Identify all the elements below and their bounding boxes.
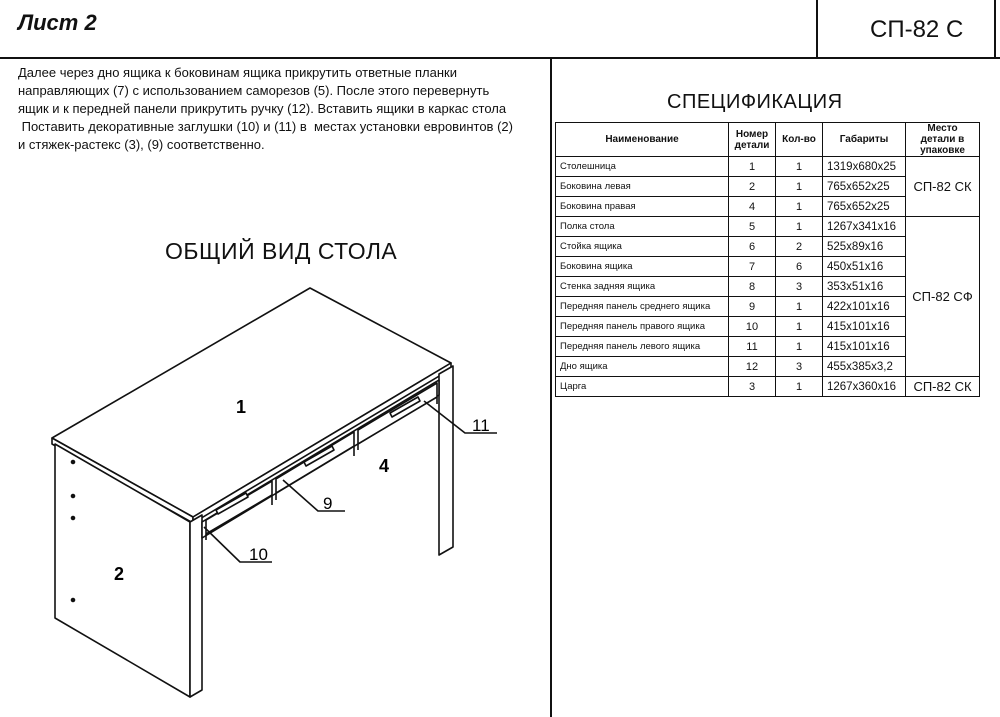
instruction-line: ящик и к передней панели прикрутить ручку (12). Вставить ящики в каркас стола bbox=[18, 101, 507, 116]
cell-package: СП-82 СФ bbox=[906, 217, 980, 377]
instruction-line: и стяжек-растекс (3), (9) соответственно. bbox=[18, 137, 265, 152]
cell-qty: 2 bbox=[776, 237, 823, 257]
cell-qty: 1 bbox=[776, 177, 823, 197]
cell-num: 5 bbox=[729, 217, 776, 237]
cell-qty: 1 bbox=[776, 217, 823, 237]
cell-dims: 422x101x16 bbox=[823, 297, 906, 317]
column-header: Номер детали bbox=[729, 123, 776, 157]
cell-qty: 3 bbox=[776, 357, 823, 377]
cell-name: Боковина левая bbox=[556, 177, 729, 197]
cell-num: 9 bbox=[729, 297, 776, 317]
cell-name: Полка стола bbox=[556, 217, 729, 237]
cell-num: 1 bbox=[729, 157, 776, 177]
cell-name: Стенка задняя ящика bbox=[556, 277, 729, 297]
column-header: Кол-во bbox=[776, 123, 823, 157]
sheet-title: Лист 2 bbox=[18, 10, 97, 35]
cell-dims: 455x385x3,2 bbox=[823, 357, 906, 377]
cell-dims: 450x51x16 bbox=[823, 257, 906, 277]
cell-num: 4 bbox=[729, 197, 776, 217]
cell-package: СП-82 СК bbox=[906, 157, 980, 217]
cell-qty: 3 bbox=[776, 277, 823, 297]
column-header: Место детали в упаковке bbox=[906, 123, 980, 157]
instruction-line: направляющих (7) с использованием саморезов (5). После этого перевернуть bbox=[18, 83, 490, 98]
cell-num: 12 bbox=[729, 357, 776, 377]
spec-table bbox=[555, 122, 980, 397]
table-row bbox=[556, 217, 980, 237]
frame-middle-divider bbox=[550, 57, 552, 717]
spec-header-row bbox=[556, 123, 980, 157]
callout-leader-9 bbox=[283, 480, 345, 511]
part-label-2: 2 bbox=[114, 564, 125, 584]
cell-num: 6 bbox=[729, 237, 776, 257]
table-row bbox=[556, 377, 980, 397]
callout-10: 10 bbox=[249, 545, 268, 564]
cell-dims: 1267x360x16 bbox=[823, 377, 906, 397]
cell-qty: 1 bbox=[776, 197, 823, 217]
cell-qty: 1 bbox=[776, 297, 823, 317]
table-row bbox=[556, 157, 980, 177]
callout-9: 9 bbox=[323, 494, 333, 513]
callout-11: 11 bbox=[472, 416, 490, 435]
cell-qty: 1 bbox=[776, 377, 823, 397]
cell-name: Дно ящика bbox=[556, 357, 729, 377]
cell-dims: 415x101x16 bbox=[823, 337, 906, 357]
cell-num: 2 bbox=[729, 177, 776, 197]
cell-dims: 525x89x16 bbox=[823, 237, 906, 257]
column-header: Габариты bbox=[823, 123, 906, 157]
cell-dims: 415x101x16 bbox=[823, 317, 906, 337]
cell-num: 11 bbox=[729, 337, 776, 357]
model-code: СП-82 С bbox=[870, 16, 964, 43]
cell-name: Передняя панель левого ящика bbox=[556, 337, 729, 357]
cell-name: Боковина правая bbox=[556, 197, 729, 217]
instruction-line: Поставить декоративные заглушки (10) и (11) в местах установки евровинтов (2) bbox=[18, 119, 513, 134]
cell-name: Стойка ящика bbox=[556, 237, 729, 257]
cell-qty: 6 bbox=[776, 257, 823, 277]
cell-name: Передняя панель среднего ящика bbox=[556, 297, 729, 317]
cell-name: Боковина ящика bbox=[556, 257, 729, 277]
cell-qty: 1 bbox=[776, 337, 823, 357]
cell-num: 8 bbox=[729, 277, 776, 297]
frame-right-border bbox=[994, 0, 996, 58]
cell-qty: 1 bbox=[776, 317, 823, 337]
cell-num: 3 bbox=[729, 377, 776, 397]
column-header: Наименование bbox=[556, 123, 729, 157]
cell-dims: 765x652x25 bbox=[823, 197, 906, 217]
cell-dims: 1267x341x16 bbox=[823, 217, 906, 237]
instruction-line: Далее через дно ящика к боковинам ящика прикрутить ответные планки bbox=[18, 65, 457, 80]
frame-header-divider bbox=[816, 0, 818, 58]
cell-name: Царга bbox=[556, 377, 729, 397]
cell-name: Передняя панель правого ящика bbox=[556, 317, 729, 337]
cell-name: Столешница bbox=[556, 157, 729, 177]
left-side-panel-edge bbox=[190, 515, 202, 697]
cell-package: СП-82 СК bbox=[906, 377, 980, 397]
cell-dims: 1319x680x25 bbox=[823, 157, 906, 177]
right-side-panel bbox=[439, 366, 453, 555]
cell-num: 7 bbox=[729, 257, 776, 277]
cell-num: 10 bbox=[729, 317, 776, 337]
part-label-4: 4 bbox=[379, 456, 390, 476]
cell-qty: 1 bbox=[776, 157, 823, 177]
cell-dims: 765x652x25 bbox=[823, 177, 906, 197]
part-label-1: 1 bbox=[236, 397, 247, 417]
cell-dims: 353x51x16 bbox=[823, 277, 906, 297]
spec-title: СПЕЦИФИКАЦИЯ bbox=[667, 91, 843, 113]
drawing-title: ОБЩИЙ ВИД СТОЛА bbox=[165, 238, 398, 264]
